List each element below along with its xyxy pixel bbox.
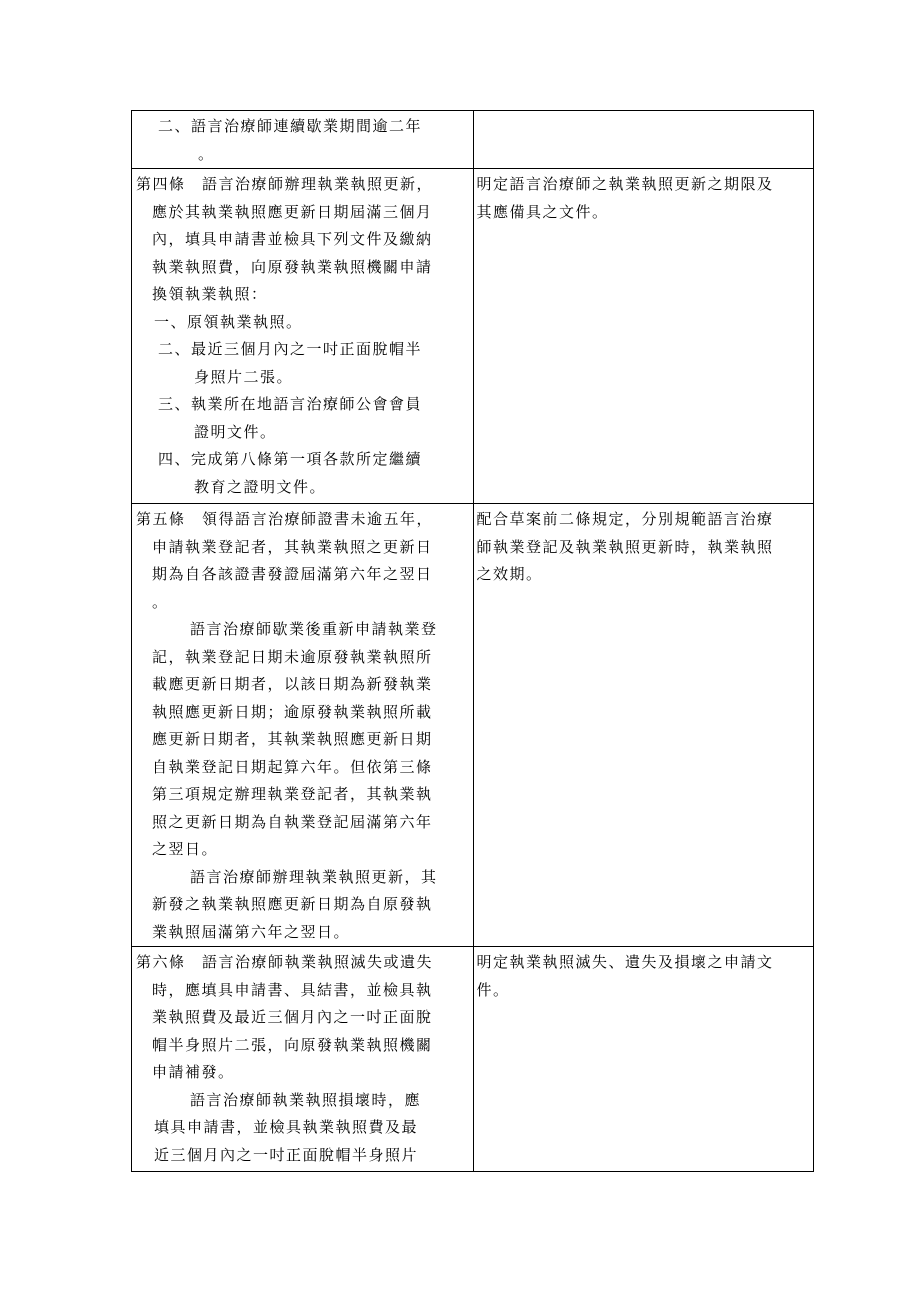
article-line: 執照應更新日期；逾原發執業執照所載 bbox=[152, 702, 433, 721]
regulation-table bbox=[131, 110, 814, 1172]
article-line: 第三項規定辦理執業登記者，其執業執 bbox=[152, 785, 433, 803]
article-line: 身照片二張。 bbox=[194, 367, 294, 386]
article-line: 內，填具申請書並檢具下列文件及繳納 bbox=[152, 230, 433, 248]
explanation-cell bbox=[473, 169, 814, 504]
explanation-line: 件。 bbox=[476, 980, 510, 999]
article-line: 新發之執業執照應更新日期為自原發執 bbox=[152, 895, 433, 913]
explanation-line: 其應備具之文件。 bbox=[476, 202, 609, 221]
article-cell bbox=[132, 504, 474, 947]
article-line: 期為自各該證書發證屆滿第六年之翌日 bbox=[152, 565, 433, 583]
explanation-line: 明定執業執照滅失、遺失及損壞之申請文 bbox=[476, 953, 774, 971]
article-line: 業執照費及最近三個月內之一吋正面脫 bbox=[152, 1008, 433, 1026]
table-row bbox=[132, 169, 814, 504]
article-heading: 第五條 領得語言治療師證書未逾五年， bbox=[136, 510, 434, 528]
article-item: 一、原領執業執照。 bbox=[154, 312, 303, 331]
article-line: 換領執業執照： bbox=[152, 285, 268, 303]
article-line: 申請補發。 bbox=[152, 1063, 235, 1081]
article-paragraph-start: 語言治療師歇業後重新申請執業登 bbox=[190, 620, 438, 638]
article-line: 。 bbox=[198, 144, 215, 163]
article-line: 填具申請書，並檢具執業執照費及最 bbox=[154, 1118, 419, 1136]
article-line: 教育之證明文件。 bbox=[194, 477, 327, 496]
article-line: 帽半身照片二張，向原發執業執照機關 bbox=[152, 1035, 433, 1054]
table-row bbox=[132, 504, 814, 947]
article-line: 時，應填具申請書、具結書，並檢具執 bbox=[152, 980, 433, 999]
article-line: 應更新日期者，其執業執照應更新日期 bbox=[152, 730, 433, 748]
table-row bbox=[132, 111, 814, 169]
explanation-line: 之效期。 bbox=[476, 565, 543, 583]
article-heading: 第六條 語言治療師執業執照滅失或遺失 bbox=[136, 953, 434, 971]
article-cell bbox=[132, 947, 474, 1172]
table-row bbox=[132, 947, 814, 1172]
explanation-line: 師執業登記及執業執照更新時，執業執照 bbox=[476, 537, 774, 556]
article-cell bbox=[132, 111, 474, 169]
article-line: 近三個月內之一吋正面脫帽半身照片 bbox=[154, 1145, 419, 1164]
article-line: 證明文件。 bbox=[194, 422, 277, 441]
article-line: 執業執照費，向原發執業執照機關申請 bbox=[152, 257, 433, 276]
explanation-cell bbox=[473, 947, 814, 1172]
explanation-line: 明定語言治療師之執業執照更新之期限及 bbox=[476, 175, 774, 193]
article-line: 之翌日。 bbox=[152, 840, 219, 858]
article-item: 三、執業所在地語言治療師公會會員 bbox=[158, 395, 423, 413]
article-paragraph-start: 語言治療師辦理執業執照更新，其 bbox=[190, 867, 438, 886]
article-line: 二、語言治療師連續歇業期間逾二年 bbox=[158, 117, 423, 135]
explanation-cell bbox=[473, 111, 814, 169]
article-line: 載應更新日期者，以該日期為新發執業 bbox=[152, 675, 433, 693]
explanation-cell bbox=[473, 504, 814, 947]
article-line: 自執業登記日期起算六年。但依第三條 bbox=[152, 757, 433, 776]
article-line: 照之更新日期為自執業登記屆滿第六年 bbox=[152, 812, 433, 831]
article-paragraph-start: 語言治療師執業執照損壞時，應 bbox=[190, 1090, 422, 1109]
article-line: 。 bbox=[152, 592, 169, 611]
article-item: 四、完成第八條第一項各款所定繼續 bbox=[158, 450, 423, 468]
article-cell bbox=[132, 169, 474, 504]
article-line: 應於其執業執照應更新日期屆滿三個月 bbox=[152, 202, 433, 221]
article-line: 申請執業登記者，其執業執照之更新日 bbox=[152, 537, 433, 556]
article-heading: 第四條 語言治療師辦理執業執照更新， bbox=[136, 175, 434, 193]
article-line: 業執照屆滿第六年之翌日。 bbox=[152, 922, 351, 941]
article-item: 二、最近三個月內之一吋正面脫帽半 bbox=[158, 340, 423, 358]
article-line: 記，執業登記日期未逾原發執業執照所 bbox=[152, 647, 433, 666]
explanation-line: 配合草案前二條規定，分別規範語言治療 bbox=[476, 510, 774, 528]
